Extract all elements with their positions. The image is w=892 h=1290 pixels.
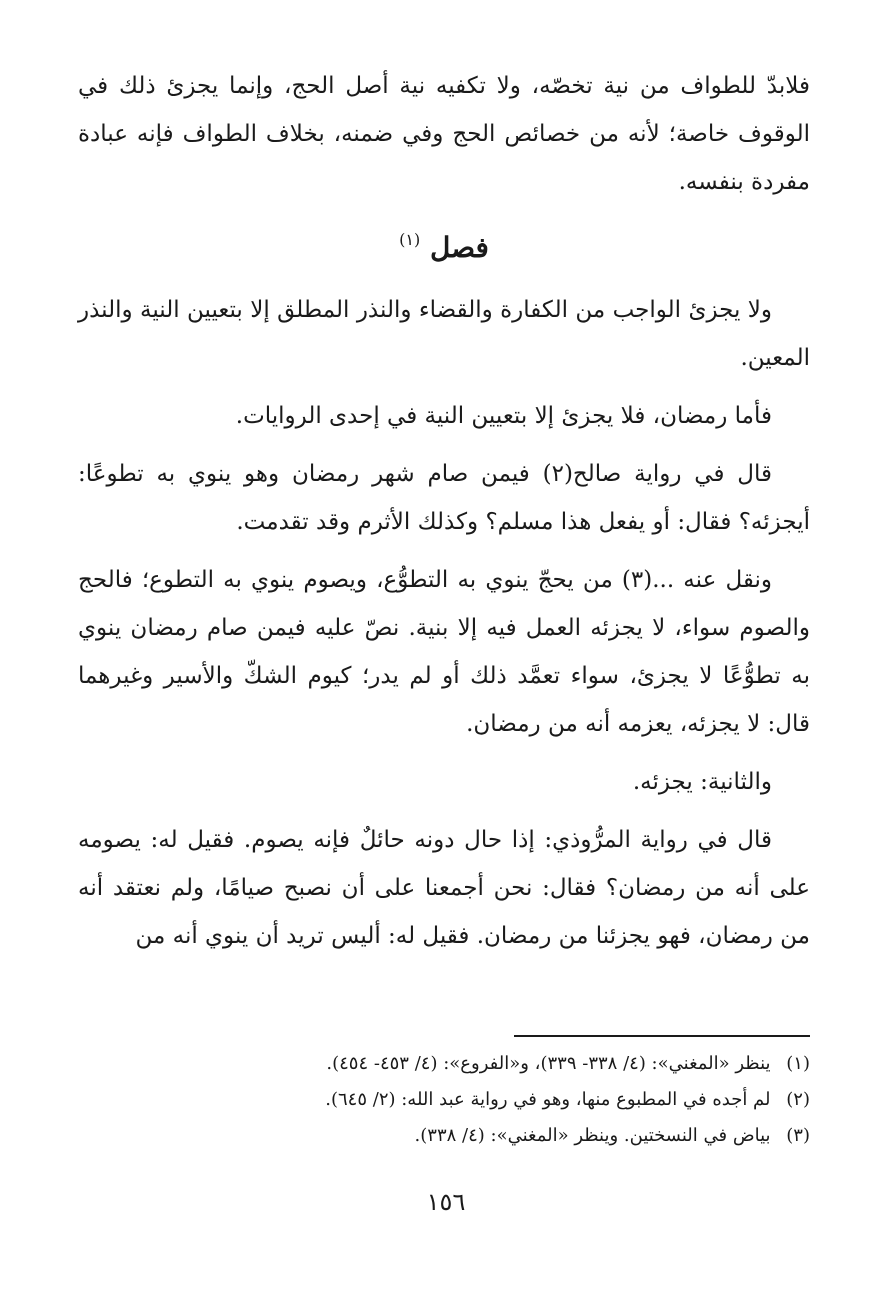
- paragraph: ولا يجزئ الواجب من الكفارة والقضاء والنذر المطلق إلا بتعيين النية والنذر المعين.: [78, 297, 810, 371]
- section-heading: [78, 216, 810, 272]
- paragraph: فأما رمضان، فلا يجزئ إلا بتعيين النية في إحدى الروايات.: [235, 403, 772, 429]
- paragraph: قال في رواية المرُّوذي: إذا حال دونه حائلٌ فإنه يصوم. فقيل له: يصومه على أنه من رمضان؟ فقال: نحن أجمعنا على أن نصبح صيامًا، ولم نعتقد أنه من رمضان، فهو يجزئنا من رمضان. فقيل له: أليس تريد أن ينوي أنه من: [78, 827, 810, 949]
- footnote-item: [110, 1046, 810, 1082]
- footnote-number: (٣): [786, 1125, 810, 1146]
- paragraph-continuation: فلابدّ للطواف من نية تخصّه، ولا تكفيه نية أصل الحج، وإنما يجزئ ذلك في الوقوف خاصة؛ لأنه من خصائص الحج وفي ضمنه، بخلاف الطواف فإنه عبادة مفردة بنفسه.: [78, 73, 810, 195]
- footnote-text: بياض في النسختين. وينظر «المغني»: (٤/ ٣٣٨).: [414, 1125, 771, 1146]
- footnotes: [110, 1046, 810, 1154]
- footnote-ref: (١): [399, 230, 421, 249]
- footnote-item: [110, 1082, 810, 1118]
- footnote-divider: [514, 1035, 810, 1037]
- footnote-item: [110, 1118, 810, 1154]
- footnote-text: لم أجده في المطبوع منها، وهو في رواية عبد الله: (٢/ ٦٤٥).: [325, 1089, 771, 1110]
- footnote-text: ينظر «المغني»: (٤/ ٣٣٨- ٣٣٩)، و«الفروع»: (٤/ ٤٥٣- ٤٥٤).: [326, 1053, 771, 1074]
- footnote-number: (١): [786, 1053, 810, 1074]
- footnote-number: (٢): [786, 1089, 810, 1110]
- paragraph: ونقل عنه ...(٣) من يحجّ ينوي به التطوُّع، ويصوم ينوي به التطوع؛ فالحج والصوم سواء، لا يجزئه العمل فيه إلا بنية. نصّ عليه فيمن صام رمضان ينوي به تطوُّعًا لا يجزئ، سواء تعمَّد ذلك أو لم يدر؛ كيوم الشكّ والأسير وغيرهما قال: لا يجزئه، يعزمه أنه من رمضان.: [78, 567, 810, 737]
- paragraph: قال في رواية صالح(٢) فيمن صام شهر رمضان وهو ينوي به تطوعًا: أيجزئه؟ فقال: أو يفعل هذا مسلم؟ وكذلك الأثرم وقد تقدمت.: [78, 461, 810, 535]
- paragraph: والثانية: يجزئه.: [632, 769, 772, 795]
- page-body: [78, 62, 810, 970]
- section-heading-title: فصل: [429, 231, 489, 264]
- page-number: ١٥٦: [426, 1188, 466, 1216]
